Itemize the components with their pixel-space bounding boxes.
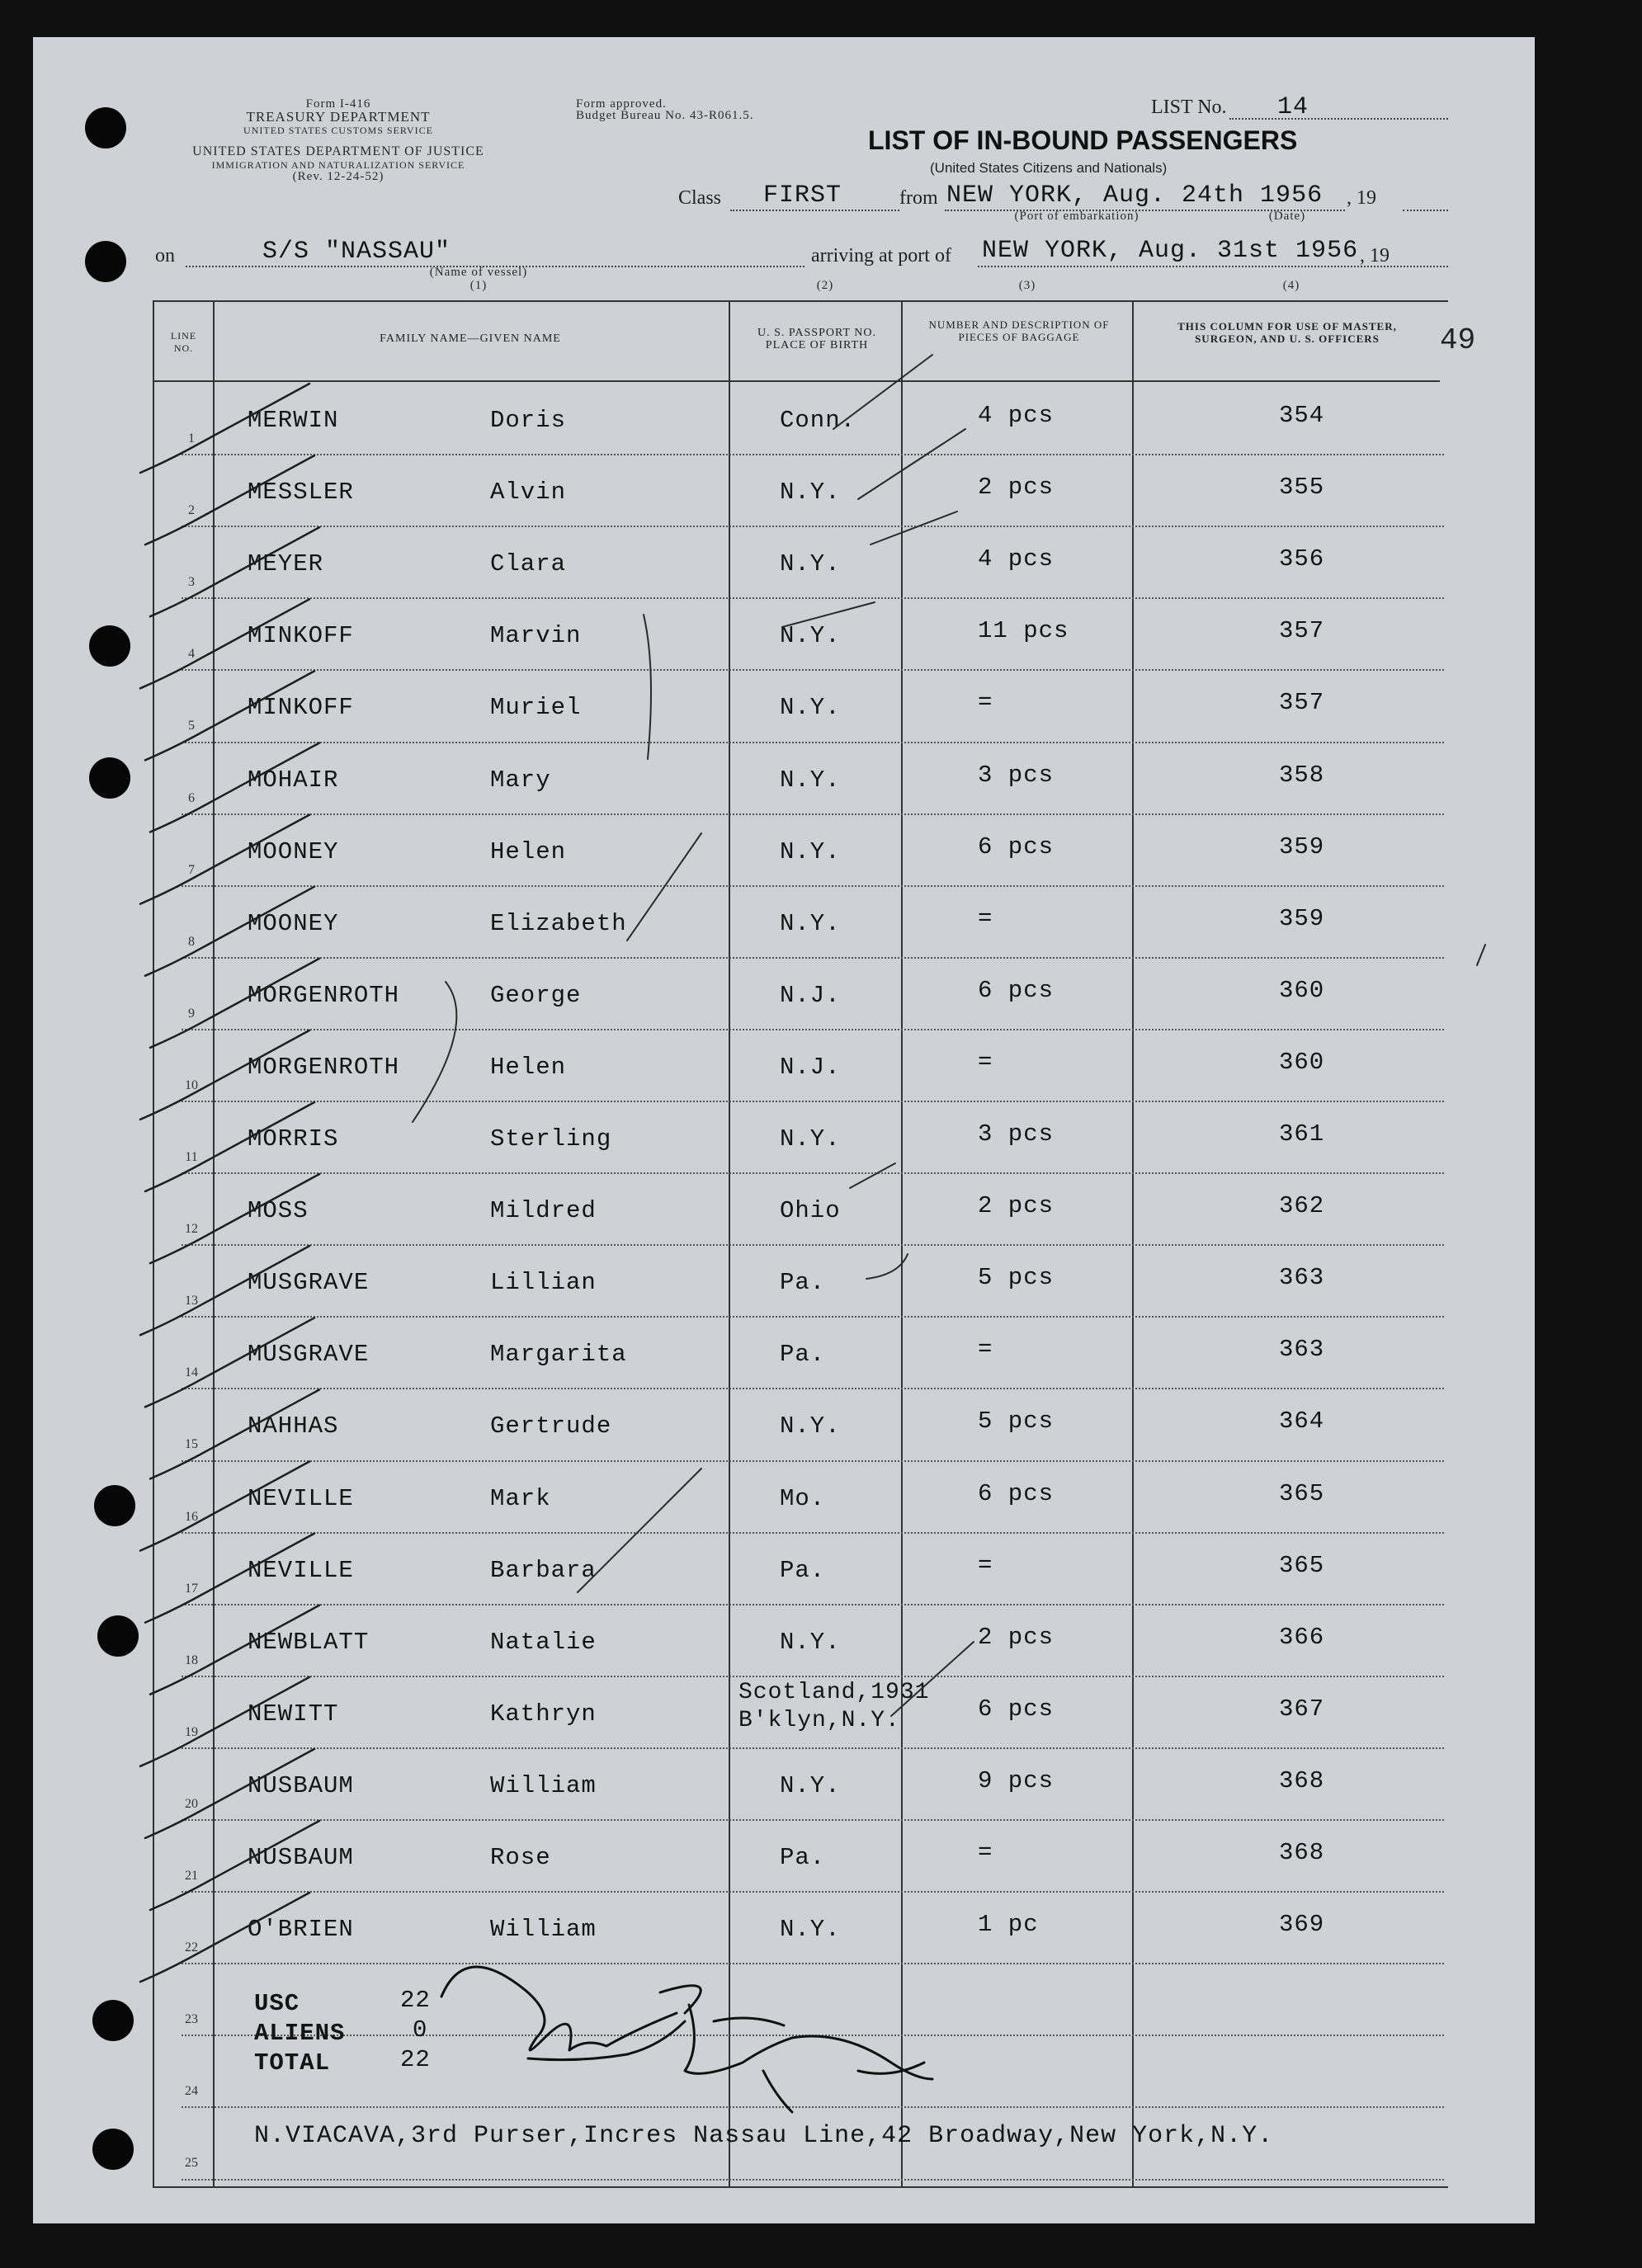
family-name: NEWITT	[248, 1700, 339, 1728]
officer-number: 365	[1279, 1479, 1325, 1507]
usc-count: 22	[400, 1987, 431, 2014]
row-line-number: 12	[185, 1222, 198, 1237]
date-caption: (Date)	[1268, 210, 1306, 223]
aliens-label: ALIENS	[254, 2020, 346, 2047]
family-name: MUSGRAVE	[248, 1269, 370, 1297]
row-line-number: 22	[185, 1940, 198, 1955]
place-of-birth: Pa.	[780, 1341, 826, 1369]
place-of-birth: Conn.	[780, 407, 856, 434]
row-line-number: 4	[188, 647, 195, 662]
family-name: NAHHAS	[248, 1412, 339, 1440]
row-line-number: 18	[185, 1653, 198, 1667]
justice-department: UNITED STATES DEPARTMENT OF JUSTICE	[192, 144, 484, 158]
customs-service: UNITED STATES CUSTOMS SERVICE	[243, 125, 433, 136]
header-baggage: NUMBER AND DESCRIPTION OF PIECES OF BAGGAGE	[928, 318, 1110, 343]
vessel-caption: (Name of vessel)	[429, 266, 528, 279]
family-name: NEWBLATT	[248, 1628, 370, 1656]
family-name: MOSS	[248, 1197, 309, 1225]
officer-number: 366	[1279, 1623, 1325, 1651]
officer-number: 368	[1279, 1766, 1325, 1794]
form-subtitle: (United States Citizens and Nationals)	[930, 160, 1168, 176]
form-number: Form I-416	[305, 97, 371, 111]
place-of-birth: N.J.	[780, 981, 841, 1009]
family-name: MORRIS	[248, 1125, 339, 1153]
family-name: O'BRIEN	[248, 1916, 354, 1944]
page-number: 49	[1440, 323, 1476, 357]
officer-number: 357	[1279, 617, 1325, 645]
header-passport: U. S. PASSPORT NO. PLACE OF BIRTH	[757, 327, 876, 351]
place-of-birth: N.Y.	[780, 479, 841, 507]
given-name: Barbara	[490, 1556, 597, 1584]
place-of-birth: Pa.	[780, 1269, 826, 1297]
given-name: Rose	[490, 1844, 551, 1871]
caption-2: (2)	[816, 279, 834, 292]
place-of-birth: N.J.	[780, 1053, 841, 1081]
budget-bureau: Budget Bureau No. 43-R061.5.	[576, 109, 754, 122]
baggage-count: 11 pcs	[978, 617, 1069, 645]
family-name: MESSLER	[248, 479, 354, 507]
family-name: MOHAIR	[248, 766, 339, 794]
place-of-birth: N.Y.	[780, 694, 841, 722]
ins-service: IMMIGRATION AND NATURALIZATION SERVICE	[211, 159, 465, 171]
row-line-number: 13	[185, 1294, 198, 1308]
row-line-number: 17	[185, 1581, 198, 1596]
officer-number: 355	[1279, 474, 1325, 502]
baggage-count: 5 pcs	[978, 1264, 1055, 1292]
family-name: MOONEY	[248, 837, 339, 865]
place-of-birth: Ohio	[780, 1197, 841, 1225]
given-name: Mark	[490, 1484, 551, 1512]
family-name: MORGENROTH	[248, 981, 400, 1009]
given-name: Gertrude	[490, 1412, 612, 1440]
baggage-count: =	[978, 1336, 993, 1364]
row-line-number: 1	[188, 431, 195, 446]
arriving-year: , 19	[1360, 245, 1390, 266]
caption-4: (4)	[1282, 279, 1300, 292]
given-name: Doris	[490, 407, 567, 434]
given-name: George	[490, 981, 582, 1009]
place-of-birth: N.Y.	[780, 550, 841, 578]
total-count: 22	[400, 2046, 431, 2073]
family-name: MINKOFF	[248, 622, 354, 650]
baggage-count: =	[978, 1839, 993, 1866]
row-line-number: 10	[185, 1077, 198, 1092]
place-of-birth: N.Y.	[780, 1125, 841, 1153]
given-name: Marvin	[490, 622, 582, 650]
row-line-number: 9	[188, 1006, 195, 1021]
form-approved: Form approved.	[576, 97, 667, 111]
purser-line: N.VIACAVA,3rd Purser,Incres Nassau Line,42 Broadway,New York,N.Y.	[254, 2122, 1274, 2150]
officer-number: 359	[1279, 904, 1325, 932]
given-name: Helen	[490, 837, 567, 865]
place-of-birth: N.Y.	[780, 1771, 841, 1799]
on-label: on	[155, 245, 175, 266]
family-name: MEYER	[248, 550, 324, 578]
baggage-count: 1 pc	[978, 1911, 1039, 1939]
baggage-count: =	[978, 1551, 993, 1579]
row-line-number: 5	[188, 719, 195, 733]
baggage-count: 2 pcs	[978, 474, 1055, 502]
caption-1: (1)	[469, 279, 488, 292]
baggage-count: 5 pcs	[978, 1407, 1055, 1436]
officer-number: 364	[1279, 1407, 1325, 1436]
usc-label: USC	[254, 1990, 300, 2017]
officer-number: 359	[1279, 832, 1325, 861]
list-no-label: LIST No.	[1151, 97, 1227, 118]
given-name: Kathryn	[490, 1700, 597, 1728]
place-of-birth: Mo.	[780, 1484, 826, 1512]
row-line-number: 20	[185, 1796, 198, 1811]
row-line-number: 8	[188, 934, 195, 949]
officer-number: 362	[1279, 1192, 1325, 1220]
family-name: MINKOFF	[248, 694, 354, 722]
aliens-count: 0	[413, 2016, 428, 2044]
row-line-number: 16	[185, 1509, 198, 1524]
row-line-number: 14	[185, 1365, 198, 1380]
from-label: from	[899, 187, 938, 209]
officer-number: 365	[1279, 1551, 1325, 1579]
place-of-birth: Pa.	[780, 1844, 826, 1871]
signature-image	[441, 1967, 932, 2112]
family-name: MERWIN	[248, 407, 339, 434]
place-of-birth: Pa.	[780, 1556, 826, 1584]
baggage-count: 4 pcs	[978, 402, 1055, 429]
header-family-name: FAMILY NAME—GIVEN NAME	[380, 332, 561, 345]
row-line-number: 6	[188, 790, 195, 805]
family-name: MUSGRAVE	[248, 1341, 370, 1369]
officer-number: 356	[1279, 545, 1325, 573]
given-name: Muriel	[490, 694, 582, 722]
arriving-label: arriving at port of	[811, 245, 951, 266]
officer-number: 363	[1279, 1336, 1325, 1364]
officer-number: 363	[1279, 1264, 1325, 1292]
baggage-count: =	[978, 904, 993, 932]
place-of-birth: N.Y.	[780, 837, 841, 865]
row-line-number: 15	[185, 1437, 198, 1452]
family-name: MOONEY	[248, 909, 339, 937]
place-of-birth: N.Y.	[780, 622, 841, 650]
officer-number: 367	[1279, 1695, 1325, 1723]
given-name: Alvin	[490, 479, 567, 507]
vessel-name: S/S "NASSAU"	[262, 238, 451, 266]
form-title: LIST OF IN-BOUND PASSENGERS	[868, 125, 1298, 155]
total-label: TOTAL	[254, 2049, 331, 2077]
header-officers: THIS COLUMN FOR USE OF MASTER, SURGEON, AND U. S. OFFICERS	[1177, 320, 1397, 345]
from-year: , 19	[1347, 187, 1376, 209]
arriving-value: NEW YORK, Aug. 31st 1956	[982, 237, 1359, 265]
place-of-birth: N.Y.	[780, 1916, 841, 1944]
row-line-number: 3	[188, 575, 195, 590]
given-name: William	[490, 1771, 597, 1799]
row-line-number: 19	[185, 1724, 198, 1739]
given-name: Natalie	[490, 1628, 597, 1656]
from-value: NEW YORK, Aug. 24th 1956	[946, 182, 1324, 210]
given-name: Sterling	[490, 1125, 612, 1153]
officer-number: 360	[1279, 1048, 1325, 1076]
place-of-birth: N.Y.	[780, 1412, 841, 1440]
officer-number: 361	[1279, 1120, 1325, 1148]
header-line-no: LINE NO.	[170, 330, 197, 354]
row-line-number: 23	[185, 2012, 198, 2027]
baggage-count: 3 pcs	[978, 1120, 1055, 1148]
given-name: Helen	[490, 1053, 567, 1081]
officer-number: 369	[1279, 1911, 1325, 1939]
family-name: NEVILLE	[248, 1484, 354, 1512]
family-name: NUSBAUM	[248, 1844, 354, 1871]
baggage-count: 6 pcs	[978, 1695, 1055, 1723]
baggage-count: 4 pcs	[978, 545, 1055, 573]
officer-number: 368	[1279, 1839, 1325, 1866]
class-value: FIRST	[763, 182, 842, 210]
treasury-department: TREASURY DEPARTMENT	[246, 109, 431, 125]
family-name: MORGENROTH	[248, 1053, 400, 1081]
baggage-count: 2 pcs	[978, 1623, 1055, 1651]
caption-3: (3)	[1018, 279, 1036, 292]
baggage-count: 6 pcs	[978, 976, 1055, 1004]
class-label: Class	[678, 187, 722, 209]
row-line-number: 24	[185, 2084, 198, 2099]
baggage-count: 6 pcs	[978, 832, 1055, 861]
given-name: Mildred	[490, 1197, 597, 1225]
baggage-count: 2 pcs	[978, 1192, 1055, 1220]
family-name: NUSBAUM	[248, 1771, 354, 1799]
place-of-birth: N.Y.	[780, 1628, 841, 1656]
officer-number: 360	[1279, 976, 1325, 1004]
row-line-number: 21	[185, 1869, 198, 1883]
place-of-birth: Scotland,1931 B'klyn,N.Y.	[738, 1679, 930, 1733]
family-name: NEVILLE	[248, 1556, 354, 1584]
baggage-count: =	[978, 689, 993, 717]
revision-date: (Rev. 12-24-52)	[292, 170, 385, 183]
row-line-number: 7	[188, 862, 195, 877]
given-name: Elizabeth	[490, 909, 627, 937]
given-name: Lillian	[490, 1269, 597, 1297]
given-name: William	[490, 1916, 597, 1944]
given-name: Mary	[490, 766, 551, 794]
list-no-value: 14	[1277, 93, 1309, 121]
given-name: Clara	[490, 550, 567, 578]
baggage-count: 9 pcs	[978, 1766, 1055, 1794]
baggage-count: 6 pcs	[978, 1479, 1055, 1507]
baggage-count: 3 pcs	[978, 761, 1055, 789]
port-embarkation-caption: (Port of embarkation)	[1014, 210, 1139, 223]
officer-number: 357	[1279, 689, 1325, 717]
officer-number: 358	[1279, 761, 1325, 789]
given-name: Margarita	[490, 1341, 627, 1369]
officer-number: 354	[1279, 402, 1325, 429]
baggage-count: =	[978, 1048, 993, 1076]
row-line-number: 11	[185, 1150, 198, 1164]
place-of-birth: N.Y.	[780, 909, 841, 937]
row-line-number: 25	[185, 2156, 198, 2171]
row-line-number: 2	[188, 503, 195, 518]
place-of-birth: N.Y.	[780, 766, 841, 794]
